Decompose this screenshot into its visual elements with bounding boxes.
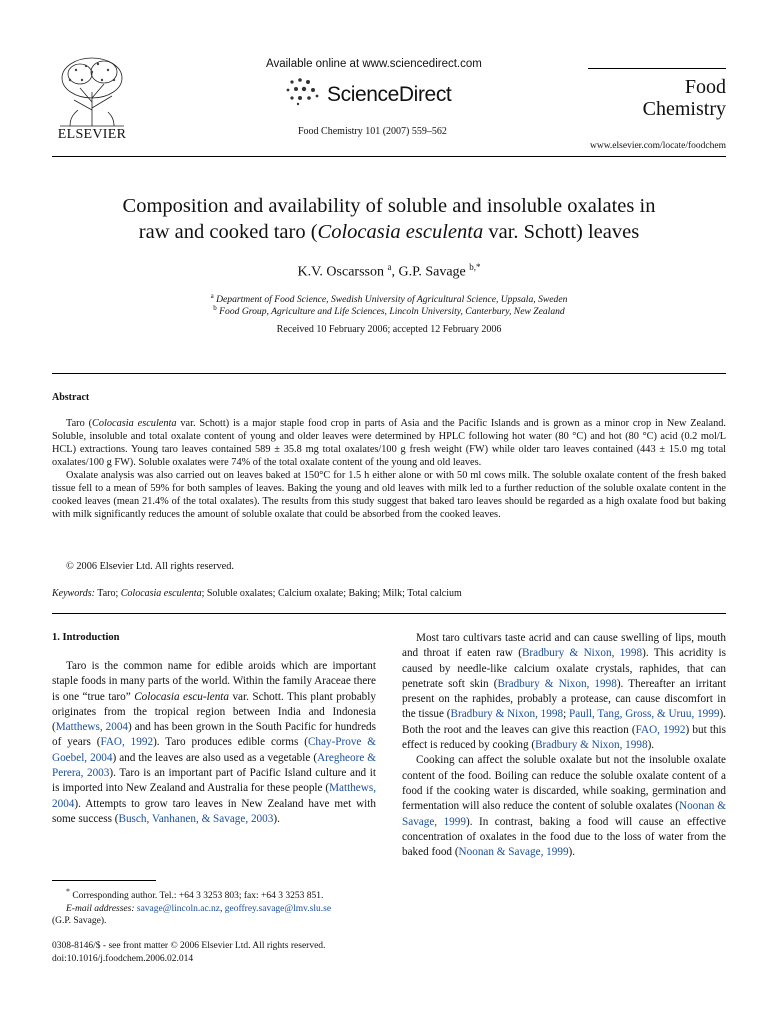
doi-line[interactable]: doi:10.1016/j.foodchem.2006.02.014 bbox=[52, 953, 194, 964]
intro-text: ). Taro is an important part of Pacific Island culture and it is imported into New Zealand and Australia for these people ( bbox=[52, 767, 376, 795]
citation-link[interactable]: FAO, 1992 bbox=[100, 736, 154, 749]
publisher-name: ELSEVIER bbox=[57, 127, 127, 142]
citation-link[interactable]: Chay-Prove & Goebel, 2004 bbox=[52, 736, 376, 764]
footnote-mark: * bbox=[66, 887, 70, 896]
intro-text: ). Attempts to grow taro leaves in New Zealand have met with some success ( bbox=[52, 797, 376, 825]
intro-text: Cooking can affect the soluble oxalate but not the insoluble oxalate content of the food. Boiling can reduce the soluble oxalate content of a food if the cooking water is discarded, while soaking, germination and fermentation will also reduce the content of soluble oxalates ( bbox=[402, 754, 726, 813]
sciencedirect-dots-icon bbox=[284, 76, 322, 106]
keywords-species: Colocasia esculenta bbox=[120, 588, 202, 599]
title-line2-post: var. Schott) leaves bbox=[483, 221, 640, 243]
email-link-slu[interactable]: geoffrey.savage@lmv.slu.se bbox=[224, 903, 332, 914]
keywords-part1: Taro; bbox=[94, 588, 121, 599]
author-oscarsson: K.V. Oscarsson bbox=[297, 264, 388, 280]
available-online-text: Available online at www.sciencedirect.com bbox=[266, 58, 482, 70]
abstract-p1-species: Colocasia esculenta bbox=[92, 418, 177, 429]
keywords bbox=[52, 588, 726, 599]
affiliation-b-text: Food Group, Agriculture and Life Sciences, Lincoln University, Canterbury, New Zealand bbox=[216, 306, 565, 318]
right-column bbox=[402, 631, 726, 860]
citation-link[interactable]: Matthews, 2004 bbox=[52, 782, 376, 810]
footnote-contact: Corresponding author. Tel.: +64 3 3253 803; fax: +64 3 3253 851. bbox=[69, 891, 324, 902]
intro-text: Most taro cultivars taste acrid and can cause swelling of lips, mouth and throat if eaten raw ( bbox=[402, 632, 726, 660]
intro-text: ) and has been grown in the South Pacific for hundreds of years ( bbox=[52, 721, 376, 749]
left-column bbox=[52, 659, 376, 827]
abstract-p1-rest: var. Schott) is a major staple food crop in parts of Asia and the Pacific Islands and is grown as a minor crop in New Zealand. Soluble, insoluble and total oxalate content of young and older leaves were determined by HPLC following hot water (80 °C) and hot (80 °C) acid (0.2 mol/L HCL) extractions. Young taro leaves contained 589 ± 35.8 mg total oxalates/100 g fresh weight (FW) while older taro leaves contained (443 ± 15.0 mg total oxalates/100 g FW). Soluble oxalates were 74% of the total oxalate content of the young and old leaves. bbox=[52, 418, 726, 468]
elsevier-tree-logo bbox=[52, 52, 132, 130]
keywords-divider bbox=[52, 613, 726, 614]
intro-text: ). bbox=[568, 846, 576, 859]
intro-text: ). Thereafter an irritant present on the raphides, probably a protease, can cause discomfort in the tissue ( bbox=[402, 677, 726, 721]
intro-text: ). This acridity is caused by needle-like calcium oxalate crystals, raphides, that can penetrate soft skin ( bbox=[402, 647, 726, 690]
intro-paragraph-1 bbox=[52, 659, 376, 827]
title-line2-pre: raw and cooked taro ( bbox=[138, 221, 318, 243]
footnote-divider bbox=[52, 880, 156, 881]
sciencedirect-wordmark: ScienceDirect bbox=[327, 83, 452, 106]
intro-text: ). bbox=[647, 739, 655, 752]
email-separator: , bbox=[220, 903, 225, 914]
issn-line: 0308-8146/$ - see front matter © 2006 Elsevier Ltd. All rights reserved. bbox=[52, 941, 326, 951]
intro-text: Taro is the common name for edible aroids which are important staple foods in many parts of the world. Within the family Araceae there is one “true taro” bbox=[52, 660, 376, 703]
citation-link[interactable]: Bradbury & Nixon, 1998 bbox=[521, 647, 643, 660]
abstract-paragraph-2: Oxalate analysis was also carried out on leaves baked at 150°C for 1.5 h either alone or with 50 ml cows milk. The soluble oxalate content of the fresh baked tissue fell to a mean of 59% for both samples of leaves. Baking the young and old leaves with milk led to a further reduction of the soluble oxalate content in the cooked leaves (mean 21.4% of the total oxalates). The results from this study suggest that baked taro leaves should be regarded as a high oxalate food but baking with milk significantly reduces the amount of soluble oxalate that could be absorbed from the cooked leaves. bbox=[52, 470, 726, 520]
email-owner: (G.P. Savage). bbox=[52, 916, 107, 927]
header-divider bbox=[52, 156, 726, 157]
intro-paragraph-2 bbox=[402, 631, 726, 753]
section-heading-introduction: 1. Introduction bbox=[52, 632, 120, 643]
intro-text: var. Schott. This plant probably originates from the tropical region between India and Indonesia ( bbox=[52, 690, 376, 734]
front-matter-info bbox=[52, 940, 376, 965]
abstract-paragraph-1 bbox=[52, 417, 726, 469]
citation-link[interactable]: Busch, Vanhanen, & Savage, 2003 bbox=[118, 812, 274, 825]
affiliation-b-mark: b bbox=[213, 304, 217, 312]
abstract-heading: Abstract bbox=[52, 392, 90, 403]
abstract-p1-start: Taro ( bbox=[66, 418, 93, 429]
footnote-line2 bbox=[52, 903, 376, 916]
email-link-lincoln[interactable]: savage@lincoln.ac.nz bbox=[136, 903, 221, 914]
intro-text: ). bbox=[273, 812, 280, 825]
keywords-part2: ; Soluble oxalates; Calcium oxalate; Baking; Milk; Total calcium bbox=[201, 588, 462, 599]
intro-text: ; bbox=[563, 708, 569, 721]
abstract-body bbox=[52, 417, 726, 521]
abstract-copyright: © 2006 Elsevier Ltd. All rights reserved. bbox=[66, 561, 234, 572]
author-savage: , G.P. Savage bbox=[391, 264, 470, 280]
intro-text: ) and the leaves are also used as a vegetable ( bbox=[112, 751, 318, 764]
citation-link[interactable]: Matthews, 2004 bbox=[55, 721, 129, 734]
journal-reference: Food Chemistry 101 (2007) 559–562 bbox=[298, 126, 447, 137]
citation-link[interactable]: Aregheore & Perera, 2003 bbox=[52, 751, 376, 780]
author1-affiliation-mark: a bbox=[387, 262, 392, 272]
intro-text: ) but this effect is reduced by cooking ( bbox=[402, 723, 727, 752]
citation-link[interactable]: Bradbury & Nixon, 1998 bbox=[497, 677, 617, 690]
corresponding-author-footnote bbox=[52, 886, 376, 928]
title-line2-species: Colocasia esculenta bbox=[317, 221, 484, 243]
title-line1: Composition and availability of soluble and insoluble oxalates in bbox=[122, 195, 656, 217]
affiliation-a-mark: a bbox=[210, 292, 214, 300]
intro-text: ). Taro produces edible corms ( bbox=[153, 736, 308, 749]
received-dates: Received 10 February 2006; accepted 12 February 2006 bbox=[276, 324, 502, 335]
affiliation-b bbox=[52, 304, 726, 317]
citation-link[interactable]: Bradbury & Nixon, 1998 bbox=[535, 739, 648, 752]
journal-box-rule bbox=[588, 68, 726, 69]
citation-link[interactable]: Bradbury & Nixon, 1998 bbox=[450, 708, 564, 721]
author-list bbox=[52, 262, 726, 281]
email-label: E-mail addresses: bbox=[66, 903, 135, 914]
affiliation-a-text: Department of Food Science, Swedish University of Agricultural Science, Uppsala, Sweden bbox=[213, 294, 568, 306]
citation-link[interactable]: Paull, Tang, Gross, & Uruu, 1999 bbox=[569, 708, 720, 721]
citation-link[interactable]: FAO, 1992 bbox=[635, 723, 686, 736]
article-title bbox=[52, 193, 726, 245]
intro-text: ). Both the root and the leaves can give this reaction ( bbox=[402, 708, 726, 736]
citation-link[interactable]: Noonan & Savage, 1999 bbox=[402, 800, 726, 828]
journal-url-link[interactable]: www.elsevier.com/locate/foodchem bbox=[589, 141, 726, 151]
footnote-line1 bbox=[52, 886, 376, 903]
citation-link[interactable]: Noonan & Savage, 1999 bbox=[458, 846, 569, 859]
journal-name-line2: Chemistry bbox=[642, 98, 726, 120]
intro-text: ). In contrast, baking a food will cause an effective concentration of oxalates in the food due to the loss of water from the baked food ( bbox=[402, 815, 727, 859]
intro-paragraph-3 bbox=[402, 753, 726, 860]
author2-affiliation-mark: b,* bbox=[469, 262, 481, 272]
keywords-label: Keywords: bbox=[52, 588, 95, 599]
title-divider bbox=[52, 373, 726, 374]
intro-species: Colocasia escu-lenta bbox=[134, 690, 229, 703]
journal-name-line1: Food bbox=[684, 76, 726, 98]
